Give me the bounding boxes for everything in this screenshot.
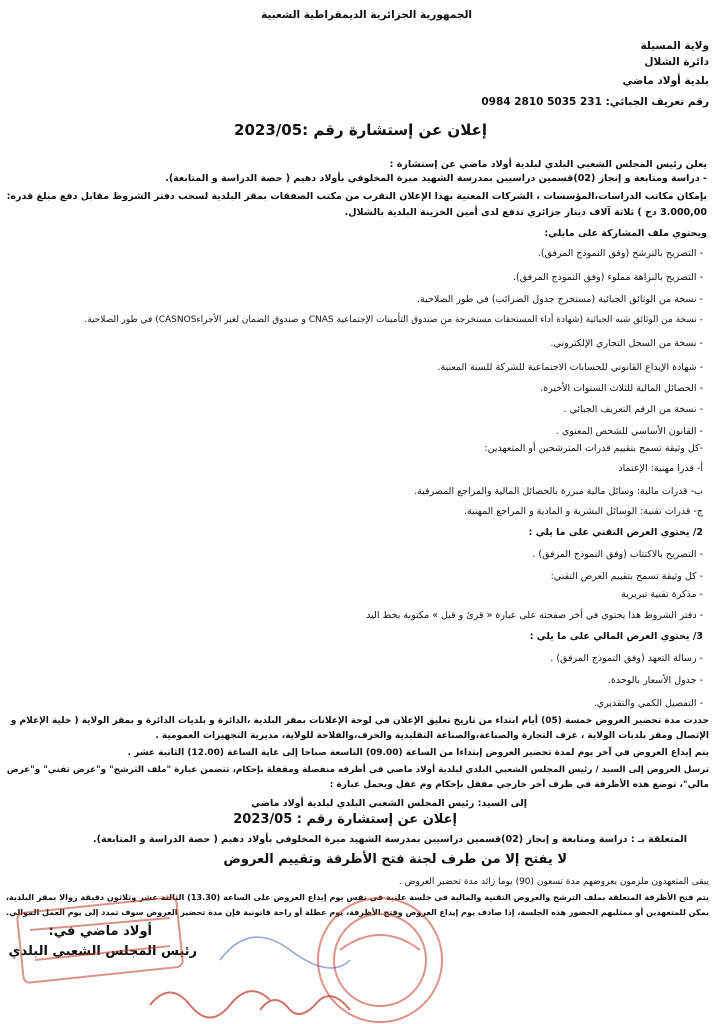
- list-item: - نسخة من الرقم التعريف الجبائي .: [563, 404, 703, 415]
- republic-header: الجمهورية الجزائرية الديمقراطية الشعبية: [261, 9, 472, 21]
- closing-line: يمكن للمتعهدين أو ممثليهم الحضور هذه الجلسة، إذا صادف يوم إيداع العروض وفتح الأظرفة، يوم عطلة أو راحة قانونية فإن مدة تحضير العروض سوف تمدد إلى يوم العمل الموالي.: [6, 908, 709, 917]
- body-line: - دراسة ومتابعة و إنجاز (02)قسمين دراسيين بمدرسة الشهيد ميرة المخلوفي بأولاد دهيم ( حصة الدراسة و المتابعة).: [165, 173, 707, 184]
- list-item: - الحصائل المالية للثلاث السنوات الأخيرة.: [540, 383, 703, 394]
- envelope-notice: لا يفتح إلا من طرف لجنة فتح الأظرفة وتقييم العروض: [223, 852, 567, 867]
- list-item: -كل وثيقة تسمح بتقييم قدرات المترشحين أو المتعهدين:: [484, 443, 703, 454]
- list-item: - دفتر الشروط هذا يحتوي في أخر صفحته على عبارة « قرئ و قبل » مكتوبة بخط اليد: [366, 610, 703, 621]
- envelope-subject: المتعلقة بـ : دراسة ومتابعة و إنجاز (02)قسمين دراسيين بمدرسة الشهيد ميرة المخلوفي بأولاد دهيم ( حصة الدراسة و المتابعة).: [93, 834, 687, 845]
- list-item: - التصريح بالاكتتاب (وفق النموذج المرفق) .: [532, 549, 703, 560]
- section-heading: 3/ يحتوي العرض المالي على ما يلي :: [529, 631, 703, 642]
- list-item: - مذكرة تقنية تبريرية: [621, 589, 703, 600]
- signature-role: رئيس المجلس الشعبي البلدي: [8, 944, 197, 959]
- list-item: - التصريح بالترشح (وفق النموذج المرفق).: [537, 248, 703, 259]
- body-line: 3.000,00 دج ) ثلاثة آلاف دينار جزائري تدفع لدى أمين الخزينة البلدية بالشلال.: [344, 207, 707, 218]
- wilaya-line: ولاية المسيلة: [640, 40, 709, 52]
- tax-id-line: رقم تعريف الجبائي: 231 5035 2810 0984: [481, 96, 709, 108]
- body-line: ويحتوي ملف المشاركة على مايلي:: [544, 228, 707, 239]
- list-item: - نسخة من الوثائق الجبائية (مستخرج جدول الضرائب) في طور الصلاحية.: [416, 294, 703, 305]
- body-line: يعلن رئيس المجلس الشعبي البلدي لبلدية أولاد ماضي عن إستشارة :: [389, 159, 707, 170]
- body-line: ترسل العروض إلى السيد / رئيس المجلس الشعبي البلدي لبلدية أولاد ماضي في أظرفه منفصلة ومقفلة بإحكام، تتضمن عبارة "ملف الترشح" و"عرض تقني" و"عرض: [6, 765, 709, 775]
- list-item: ج- قدرات تقنية: الوسائل البشرية و المادية و المراجع المهنية.: [463, 506, 703, 517]
- list-item: - جدول الأسعار بالوحدة.: [607, 675, 703, 686]
- commune-line: بلدية أولاد ماضي: [622, 75, 709, 87]
- envelope-ref: إعلان عن إستشارة رقم : 2023/05: [233, 812, 457, 827]
- daira-line: دائرة الشلال: [644, 56, 709, 68]
- body-line: الإتصال ومقر بلديات الولاية ، غرف التجارة والصناعة،والصناعة التقليدية والحرف،والفلاحة للولاية، مديرية التجهيزات العمومية .: [155, 731, 709, 741]
- list-item: - كل وثيقة تسمح بتقييم العرض التقني:: [550, 571, 703, 582]
- body-line: حددت مدة تحضير العروض خمسة (05) أيام ابتداء من تاريخ تعليق الإعلان في لوحة الإعلانات بمقر البلدية ،الدائرة و بلديات الدائرة و بمقر الولاية ( خلية الإعلام و: [10, 716, 709, 726]
- closing-line: يتم فتح الأظرفة المتعلقة بملف الترشح والعروض التقنية والمالية في جلسة علنية في نفس يوم إيداع العروض على الساعة (13.30) الثالثة عشر وثلاثون دقيقة زوالا بمقر البلدية،: [5, 892, 709, 902]
- section-heading: 2/ يحتوي العرض التقني على ما يلي :: [528, 527, 703, 538]
- list-item: أ- قدرا مهنية: الإعتماد: [618, 463, 703, 474]
- list-item: - التفصيل الكمي والتقديري.: [593, 698, 703, 709]
- list-item: - نسخة من السجل التجاري الإلكتروني.: [550, 338, 703, 349]
- body-line: يتم إيداع العروض في آخر يوم لمدة تحضير العروض إبتداءا من الساعة (09.00) التاسعة صباحا إلى غاية الساعة (12.00) الثانية عشر .: [127, 748, 709, 758]
- list-item: - نسخة من الوثائق شبه الجبائية (شهادة أداء المستحقات مستخرجة من صندوق التأمينات الإجتماعية CNAS و صندوق الضمان لغير الأجراءCASNOS) في طور الصلاحية.: [84, 315, 703, 325]
- page-title: إعلان عن إستشارة رقم :2023/05: [234, 121, 487, 139]
- closing-line: يبقى المتعهدون ملزمون بعروضهم مدة تسعون (90) يوما زائد مدة تحضير العروض .: [398, 877, 709, 887]
- list-item: - رسالة التعهد (وفق النموذج المرفق) .: [550, 653, 703, 664]
- signature-place: أولاد ماضي في:: [48, 924, 152, 939]
- list-item: ب- قدرات مالية: وسائل مالية مبررة بالحصائل المالية والمراجع المصرفية.: [414, 486, 703, 497]
- list-item: - التصريح بالنزاهة مملوء (وفق النموذج المرفق).: [513, 272, 703, 283]
- list-item: - القانون الأساسي للشخص المعنوي .: [555, 426, 703, 437]
- body-line: مالي"، توضع هذه الأظرفة في ظرف آخر خارجي مقفل بإحكام وم غفل ويحمل عبارة :: [329, 780, 709, 790]
- envelope-to: إلى السيد: رئيس المجلس الشعبي البلدي لبلدية أولاد ماضي: [251, 798, 527, 809]
- list-item: - شهادة الإيداع القانوني للحسابات الاجتماعية للشركة للسنة المعنية.: [437, 362, 703, 373]
- body-line: بإمكان مكاتب الدراسات،المؤسسات ، الشركات المعنية بهذا الإعلان التقرب من مكتب الصفقات بمقر البلدية لسحب دفتر الشروط مقابل دفع مبلغ قدره:: [6, 191, 707, 202]
